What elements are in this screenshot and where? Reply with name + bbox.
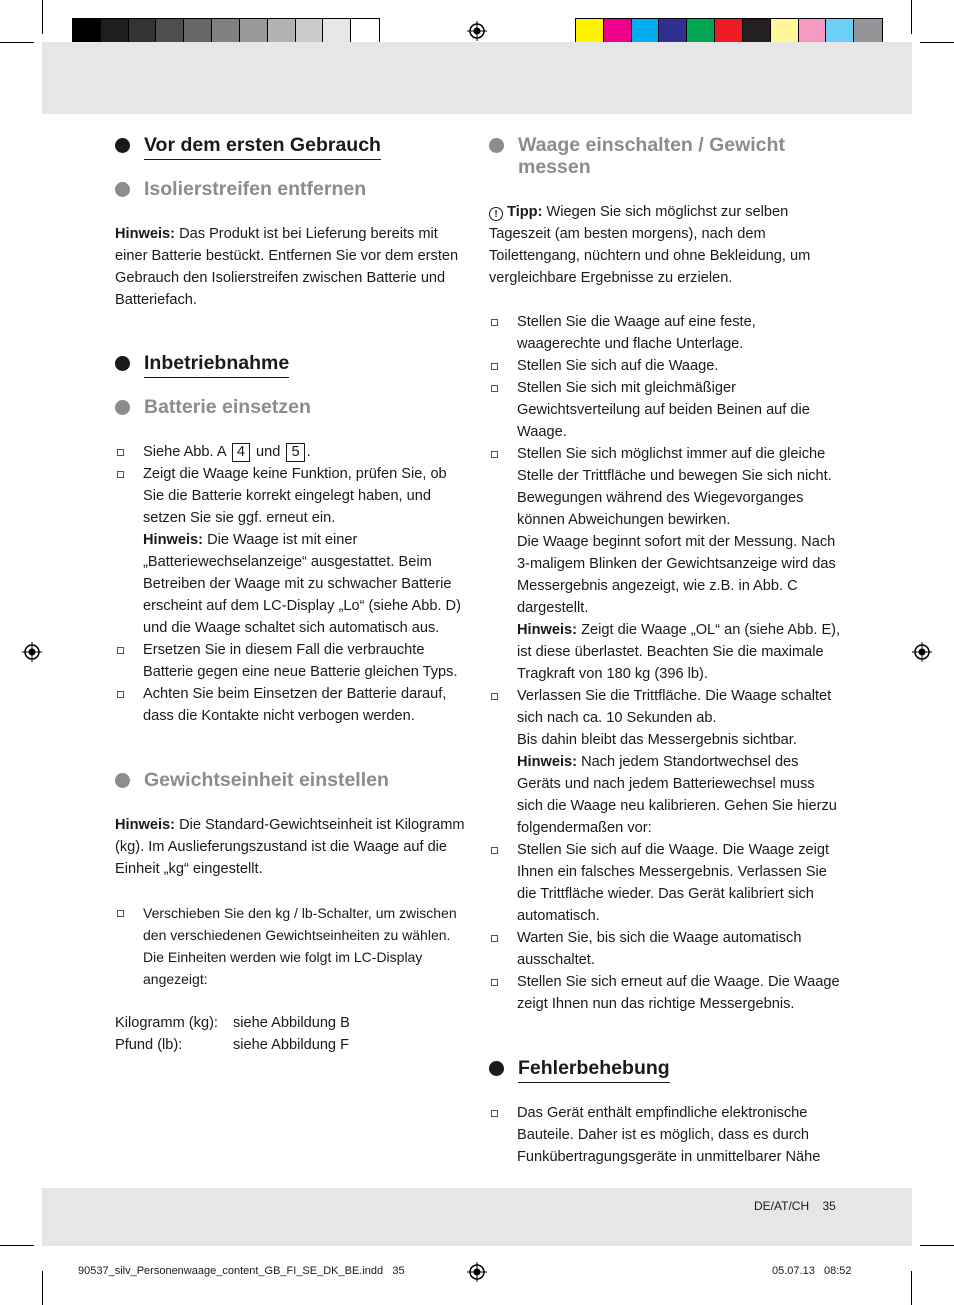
checkbox-bullet-icon: [117, 691, 124, 698]
list-item: Stellen Sie die Waage auf eine feste, waagerechte und flache Unterlage.: [489, 311, 841, 355]
list-item: Verschieben Sie den kg / lb-Schalter, um zwischen den verschiedenen Gewichtseinheiten zu wählen. Die Einheiten werden wie folgt im LC-Display angezeigt:: [115, 902, 467, 990]
checkbox-bullet-icon: [491, 363, 498, 370]
crop-mark: [911, 0, 912, 34]
list-item: Stellen Sie sich möglichst immer auf die gleiche Stelle der Trittfläche und bewegen Sie sich nicht. Bewegungen während des Wiegevorganges können Abweichungen bewirken. Die Waage beginnt sofort mit der Messung. Nach 3-maligem Blinken der Gewichtsanzeige wird das Messergebnis angezeigt, wie z.B. in Abb. C dargestellt. Hinweis: Zeigt die Waage „OL“ an (siehe Abb. E), ist diese überlastet. Beachten Sie die maximale Tragkraft von 180 kg (396 lb).: [489, 443, 841, 685]
list-item: Zeigt die Waage keine Funktion, prüfen Sie, ob Sie die Batterie korrekt eingelegt haben, und setzen Sie sie ggf. erneut ein. Hinweis: Die Waage ist mit einer „Batteriewechselanzeige“ ausgestattet. Beim Betreiben der Waage mit zu schwacher Batterie erscheint auf dem LC-Display „Lo“ (siehe Abb. D) und die Waage schaltet sich automatisch aus.: [115, 463, 467, 639]
registration-mark-icon: [22, 642, 42, 662]
right-column: [489, 134, 841, 1168]
checkbox-bullet-icon: [491, 693, 498, 700]
figure-reference: 5: [286, 443, 304, 462]
bullet-dot-icon: [115, 356, 130, 371]
unit-row: Kilogramm (kg): siehe Abbildung B: [115, 1015, 350, 1031]
bullet-dot-icon: [489, 138, 504, 153]
slug-line: [78, 1265, 405, 1277]
exclamation-circle-icon: !: [489, 207, 503, 221]
unit-table: [115, 1012, 467, 1056]
unit-row: Pfund (lb): siehe Abbildung F: [115, 1037, 350, 1053]
footer-band: [42, 1188, 912, 1246]
list-item: Verlassen Sie die Trittfläche. Die Waage schaltet sich nach ca. 10 Sekunden ab. Bis dahin bleibt das Messergebnis sichtbar. Hinweis: Nach jedem Standortwechsel des Geräts und nach jedem Batteriewechsel muss sich die Waage neu kalibrieren. Gehen Sie hierzu folgendermaßen vor:: [489, 685, 841, 839]
subsection-heading: Isolierstreifen entfernen: [115, 178, 467, 200]
slug-date: [772, 1265, 852, 1277]
subsection-heading: Waage einschalten / Gewicht messen: [489, 134, 841, 178]
list-item: Siehe Abb. A 4 und 5 .: [115, 441, 467, 463]
list-item: Stellen Sie sich mit gleichmäßiger Gewichtsverteilung auf beiden Beinen auf die Waage.: [489, 377, 841, 443]
checkbox-bullet-icon: [117, 449, 124, 456]
header-band: [42, 42, 912, 114]
crop-mark: [0, 42, 34, 43]
list-item: Stellen Sie sich erneut auf die Waage. Die Waage zeigt Ihnen nun das richtige Messergebnis.: [489, 971, 841, 1015]
crop-mark: [920, 1245, 954, 1246]
tip-paragraph: ! Tipp: Wiegen Sie sich möglichst zur selben Tageszeit (am besten morgens), nach dem Toilettengang, nüchtern und ohne Bekleidung, um vergleichbare Ergebnisse zu erzielen.: [489, 204, 811, 286]
checkbox-bullet-icon: [491, 385, 498, 392]
crop-mark: [920, 42, 954, 43]
file-page: 35: [392, 1265, 405, 1277]
checkbox-bullet-icon: [117, 471, 124, 478]
subsection-heading: Batterie einsetzen: [115, 396, 467, 418]
crop-mark: [42, 1271, 43, 1305]
section-heading: Vor dem ersten Gebrauch: [115, 134, 467, 156]
list-item: Stellen Sie sich auf die Waage. Die Waage zeigt Ihnen ein falsches Messergebnis. Verlassen Sie die Trittfläche wieder. Das Gerät kalibriert sich automatisch.: [489, 839, 841, 927]
list-item: Warten Sie, bis sich die Waage automatisch ausschaltet.: [489, 927, 841, 971]
time: 08:52: [824, 1265, 852, 1277]
checkbox-bullet-icon: [491, 979, 498, 986]
page-number: 35: [822, 1199, 836, 1213]
list-item: Ersetzen Sie in diesem Fall die verbrauchte Batterie gegen eine neue Batterie gleichen Typs.: [115, 639, 467, 683]
checkbox-bullet-icon: [117, 647, 124, 654]
section-heading: Inbetriebnahme: [115, 352, 467, 374]
bullet-dot-icon: [115, 182, 130, 197]
checkbox-bullet-icon: [491, 1110, 498, 1117]
list-item: Stellen Sie sich auf die Waage.: [489, 355, 841, 377]
figure-reference: 4: [232, 443, 250, 462]
checkbox-bullet-icon: [491, 451, 498, 458]
note-paragraph: Hinweis: Das Produkt ist bei Lieferung bereits mit einer Batterie bestückt. Entfernen Sie vor dem ersten Gebrauch den Isolierstreifen zwischen Batterie und Batteriefach.: [115, 226, 459, 308]
bullet-dot-icon: [489, 1061, 504, 1076]
registration-mark-icon: [467, 21, 487, 41]
note-paragraph: Hinweis: Die Standard-Gewichtseinheit ist Kilogramm (kg). Im Auslieferungszustand ist die Waage auf die Einheit „kg“ eingestellt.: [115, 817, 465, 877]
checkbox-bullet-icon: [117, 910, 124, 917]
checkbox-bullet-icon: [491, 847, 498, 854]
bullet-dot-icon: [115, 773, 130, 788]
crop-mark: [42, 0, 43, 34]
bullet-dot-icon: [115, 400, 130, 415]
left-column: [115, 134, 467, 1056]
checkbox-bullet-icon: [491, 319, 498, 326]
file-name: 90537_silv_Personenwaage_content_GB_FI_SE_DK_BE.indd: [78, 1265, 384, 1277]
bullet-dot-icon: [115, 138, 130, 153]
subsection-heading: Gewichtseinheit einstellen: [115, 769, 467, 791]
registration-mark-icon: [912, 642, 932, 662]
date: 05.07.13: [772, 1265, 815, 1277]
checkbox-bullet-icon: [491, 935, 498, 942]
page-footer: [754, 1199, 836, 1213]
registration-mark-icon: [467, 1262, 487, 1282]
list-item: Achten Sie beim Einsetzen der Batterie darauf, dass die Kontakte nicht verbogen werden.: [115, 683, 467, 727]
crop-mark: [911, 1271, 912, 1305]
crop-mark: [0, 1245, 34, 1246]
language-label: DE/AT/CH: [754, 1199, 810, 1213]
section-heading: Fehlerbehebung: [489, 1057, 841, 1079]
list-item: Das Gerät enthält empfindliche elektronische Bauteile. Daher ist es möglich, dass es durch Funkübertragungsgeräte in unmittelbarer Nähe: [489, 1102, 841, 1168]
